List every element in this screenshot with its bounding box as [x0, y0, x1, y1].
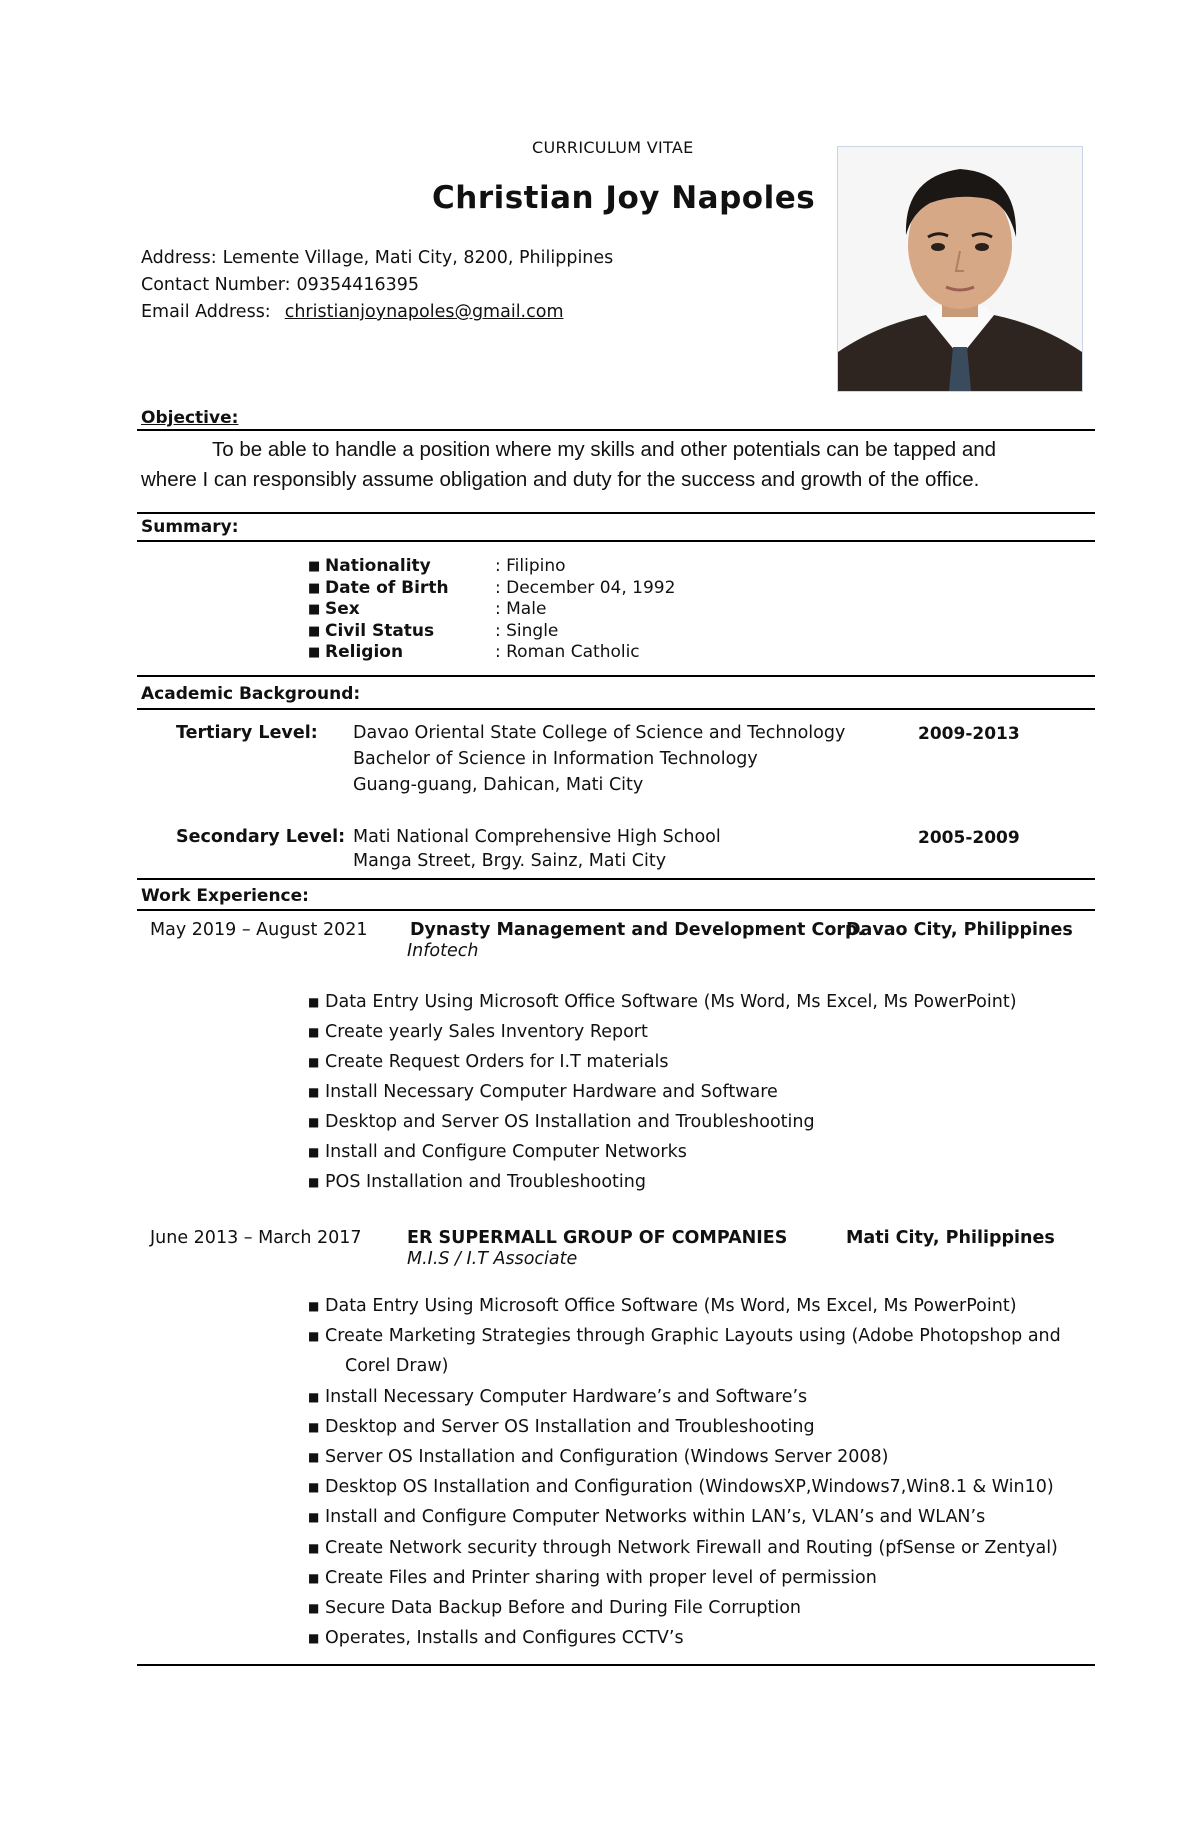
profile-photo-illustration — [838, 147, 1082, 391]
tertiary-label: Tertiary Level: — [176, 723, 318, 743]
duty-item — [308, 1472, 1108, 1502]
duty-text: Create Marketing Strategies through Graphic Layouts using (Adobe Photopshop and — [325, 1326, 1061, 1347]
square-bullet-icon: ■ — [308, 1601, 320, 1616]
duty-item — [308, 1047, 1108, 1077]
square-bullet-icon: ■ — [308, 1329, 320, 1344]
summary-value: : Roman Catholic — [495, 642, 640, 662]
job-role: M.I.S / I.T Associate — [407, 1249, 578, 1269]
square-bullet-icon: ■ — [308, 1025, 320, 1039]
applicant-name: Christian Joy Napoles — [432, 180, 816, 216]
duty-text: Corel Draw) — [345, 1356, 449, 1377]
duty-text: Install and Configure Computer Networks within LAN’s, VLAN’s and WLAN’s — [325, 1507, 986, 1528]
square-bullet-icon: ■ — [308, 1510, 320, 1525]
duty-item — [308, 1167, 1108, 1197]
secondary-label: Secondary Level: — [176, 827, 346, 847]
summary-item — [308, 599, 675, 621]
job-duty-list — [308, 987, 1108, 1197]
square-bullet-icon: ■ — [308, 1540, 320, 1555]
square-bullet-icon: ■ — [308, 580, 321, 596]
square-bullet-icon: ■ — [308, 1175, 320, 1189]
duty-item — [308, 1533, 1108, 1563]
job-dates: May 2019 – August 2021 — [150, 920, 368, 940]
summary-title: Summary: — [141, 517, 239, 537]
divider — [137, 909, 1095, 911]
duty-item — [308, 1502, 1108, 1532]
square-bullet-icon: ■ — [308, 1085, 320, 1099]
summary-list — [308, 556, 675, 664]
square-bullet-icon: ■ — [308, 1299, 320, 1313]
job-role: Infotech — [407, 941, 479, 961]
duty-item — [308, 1107, 1108, 1137]
duty-text: Create Network security through Network Firewall and Routing (pfSense or Zentyal) — [325, 1537, 1058, 1558]
duty-item — [308, 1077, 1108, 1107]
summary-key: Civil Status — [325, 620, 435, 641]
address-line — [141, 248, 613, 268]
duty-item — [308, 1593, 1108, 1623]
secondary-school: Mati National Comprehensive High School — [353, 827, 721, 847]
duty-item — [308, 1321, 1108, 1351]
square-bullet-icon: ■ — [308, 1055, 320, 1069]
summary-item — [308, 621, 675, 643]
divider — [137, 878, 1095, 880]
square-bullet-icon: ■ — [308, 602, 321, 617]
duty-text: Install and Configure Computer Networks — [325, 1142, 687, 1162]
divider — [137, 1664, 1095, 1666]
square-bullet-icon: ■ — [308, 645, 321, 660]
duty-item — [308, 1382, 1108, 1412]
square-bullet-icon: ■ — [308, 1145, 320, 1159]
square-bullet-icon: ■ — [308, 1115, 320, 1129]
duty-item — [308, 1442, 1108, 1472]
duty-text: Data Entry Using Microsoft Office Software (Ms Word, Ms Excel, Ms PowerPoint) — [325, 992, 1017, 1012]
job-duty-list — [308, 1291, 1108, 1653]
duty-item — [308, 1623, 1108, 1653]
job-dates: June 2013 – March 2017 — [150, 1228, 362, 1248]
duty-text: Server OS Installation and Configuration (Windows Server 2008) — [325, 1447, 889, 1468]
duty-text: POS Installation and Troubleshooting — [325, 1172, 646, 1192]
square-bullet-icon: ■ — [308, 623, 321, 639]
square-bullet-icon: ■ — [308, 1631, 320, 1646]
summary-value: : December 04, 1992 — [495, 577, 676, 598]
duty-item — [308, 1412, 1108, 1442]
tertiary-school: Davao Oriental State College of Science and Technology — [353, 723, 846, 743]
duty-text: Create Request Orders for I.T materials — [325, 1052, 669, 1072]
divider — [137, 675, 1095, 677]
job-company: ER SUPERMALL GROUP OF COMPANIES — [407, 1228, 788, 1248]
duty-text: Secure Data Backup Before and During File Corruption — [325, 1598, 802, 1619]
divider — [137, 512, 1095, 514]
summary-key: Date of Birth — [325, 577, 449, 598]
summary-value: : Male — [495, 599, 547, 619]
duty-text: Operates, Installs and Configures CCTV’s — [325, 1628, 684, 1649]
objective-line-1: To be able to handle a position where my skills and other potentials can be tapped and — [212, 438, 997, 461]
divider — [137, 429, 1095, 431]
contact-label: Contact Number: — [141, 275, 291, 295]
duty-text: Desktop and Server OS Installation and Troubleshooting — [325, 1112, 815, 1132]
profile-photo — [837, 146, 1083, 392]
duty-text: Desktop and Server OS Installation and Troubleshooting — [325, 1416, 815, 1437]
summary-item — [308, 578, 675, 600]
summary-value: : Filipino — [495, 556, 566, 576]
secondary-years: 2005-2009 — [918, 828, 1020, 848]
square-bullet-icon: ■ — [308, 1450, 320, 1465]
duty-item — [308, 1563, 1108, 1593]
divider — [137, 708, 1095, 710]
tertiary-years: 2009-2013 — [918, 724, 1020, 744]
address-value: Lemente Village, Mati City, 8200, Philippines — [222, 248, 614, 268]
summary-key: Nationality — [325, 556, 431, 576]
square-bullet-icon: ■ — [308, 1570, 320, 1585]
tertiary-course: Bachelor of Science in Information Technology — [353, 749, 758, 769]
duty-text: Desktop OS Installation and Configuration (WindowsXP,Windows7,Win8.1 & Win10) — [325, 1477, 1054, 1498]
summary-value: : Single — [495, 620, 559, 641]
summary-key: Sex — [325, 599, 360, 619]
duty-text: Install Necessary Computer Hardware and Software — [325, 1082, 778, 1102]
job-location: Davao City, Philippines — [846, 920, 1073, 940]
duty-text: Data Entry Using Microsoft Office Software (Ms Word, Ms Excel, Ms PowerPoint) — [325, 1296, 1017, 1316]
divider — [137, 540, 1095, 542]
summary-item — [308, 642, 675, 664]
work-title: Work Experience: — [141, 886, 309, 906]
email-label: Email Address: — [141, 302, 271, 322]
address-label: Address: — [141, 248, 217, 268]
tertiary-location: Guang-guang, Dahican, Mati City — [353, 775, 644, 795]
contact-value: 09354416395 — [296, 275, 420, 295]
duty-item-continuation — [308, 1351, 1108, 1381]
objective-line-2: where I can responsibly assume obligation and duty for the success and growth of the office. — [141, 468, 980, 491]
job-company: Dynasty Management and Development Corp. — [410, 920, 865, 940]
square-bullet-icon: ■ — [308, 1389, 320, 1404]
contact-line — [141, 275, 419, 295]
summary-item — [308, 556, 675, 578]
summary-key: Religion — [325, 642, 404, 662]
duty-item — [308, 1017, 1108, 1047]
secondary-location: Manga Street, Brgy. Sainz, Mati City — [353, 851, 667, 871]
academic-title: Academic Background: — [141, 684, 361, 704]
duty-text: Install Necessary Computer Hardware’s and Software’s — [325, 1386, 808, 1407]
duty-item — [308, 987, 1108, 1017]
document-label: CURRICULUM VITAE — [532, 138, 694, 157]
email-link[interactable]: christianjoynapoles@gmail.com — [284, 302, 564, 322]
job-location: Mati City, Philippines — [846, 1228, 1055, 1248]
duty-text: Create yearly Sales Inventory Report — [325, 1022, 648, 1042]
duty-item — [308, 1137, 1108, 1167]
email-line — [141, 302, 564, 322]
square-bullet-icon: ■ — [308, 1480, 320, 1495]
duty-text: Create Files and Printer sharing with proper level of permission — [325, 1567, 877, 1588]
square-bullet-icon: ■ — [308, 559, 321, 574]
duty-item — [308, 1291, 1108, 1321]
square-bullet-icon: ■ — [308, 995, 320, 1009]
square-bullet-icon: ■ — [308, 1419, 320, 1434]
objective-title: Objective: — [141, 408, 239, 428]
